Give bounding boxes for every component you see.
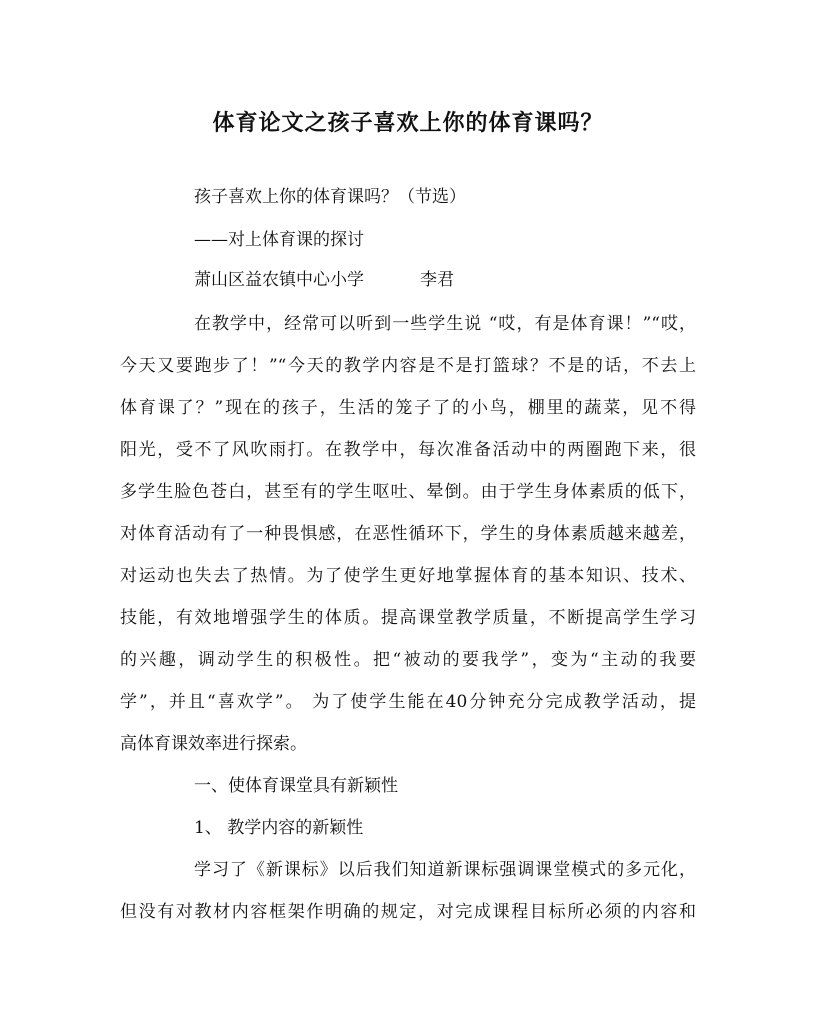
paragraph-line: 体育课了？”现在的孩子，生活的笼子了的小鸟，棚里的蔬菜，见不得: [120, 398, 696, 418]
author-name: 李君: [420, 270, 454, 290]
paragraph-line: 对体育活动有了一种畏惧感，在恶性循环下，学生的身体素质越来越差，: [120, 524, 696, 544]
paragraph-line: 阳光，受不了风吹雨打。在教学中，每次准备活动中的两圈跑下来，很: [120, 440, 696, 460]
school-name: 萧山区益农镇中心小学: [194, 270, 364, 290]
document-title: 体育论文之孩子喜欢上你的体育课吗？: [212, 110, 604, 136]
author-line: [194, 266, 696, 294]
subsection-heading: 1、 教学内容的新颖性: [194, 818, 364, 838]
paragraph-line: 学”，并且“喜欢学”。 为了使学生能在40分钟充分完成教学活动，提: [120, 692, 696, 712]
paragraph-line: 技能，有效地增强学生的体质。提高课堂教学质量，不断提高学生学习: [120, 608, 696, 628]
paragraph-line: 的兴趣，调动学生的积极性。把“被动的要我学”，变为“主动的我要: [120, 650, 696, 670]
paragraph-line: 今天又要跑步了！”“今天的教学内容是不是打篮球？不是的话，不去上: [120, 356, 696, 376]
subheading: ——对上体育课的探讨: [194, 230, 364, 250]
paragraph-line: 在教学中，经常可以听到一些学生说 “哎，有是体育课！”“哎，: [194, 314, 696, 334]
subtitle: 孩子喜欢上你的体育课吗？（节选）: [194, 187, 466, 207]
paragraph-line: 学习了《新课标》以后我们知道新课标强调课堂模式的多元化，: [194, 860, 696, 880]
paragraph-line: 对运动也失去了热情。为了使学生更好地掌握体育的基本知识、技术、: [120, 566, 696, 586]
paragraph-line: 高体育课效率进行探索。: [120, 734, 307, 754]
section-heading: 一、使体育课堂具有新颖性: [194, 776, 398, 796]
paragraph-line: 但没有对教材内容框架作明确的规定，对完成课程目标所必须的内容和: [120, 902, 696, 922]
paragraph-line: 多学生脸色苍白，甚至有的学生呕吐、晕倒。由于学生身体素质的低下，: [120, 482, 696, 502]
